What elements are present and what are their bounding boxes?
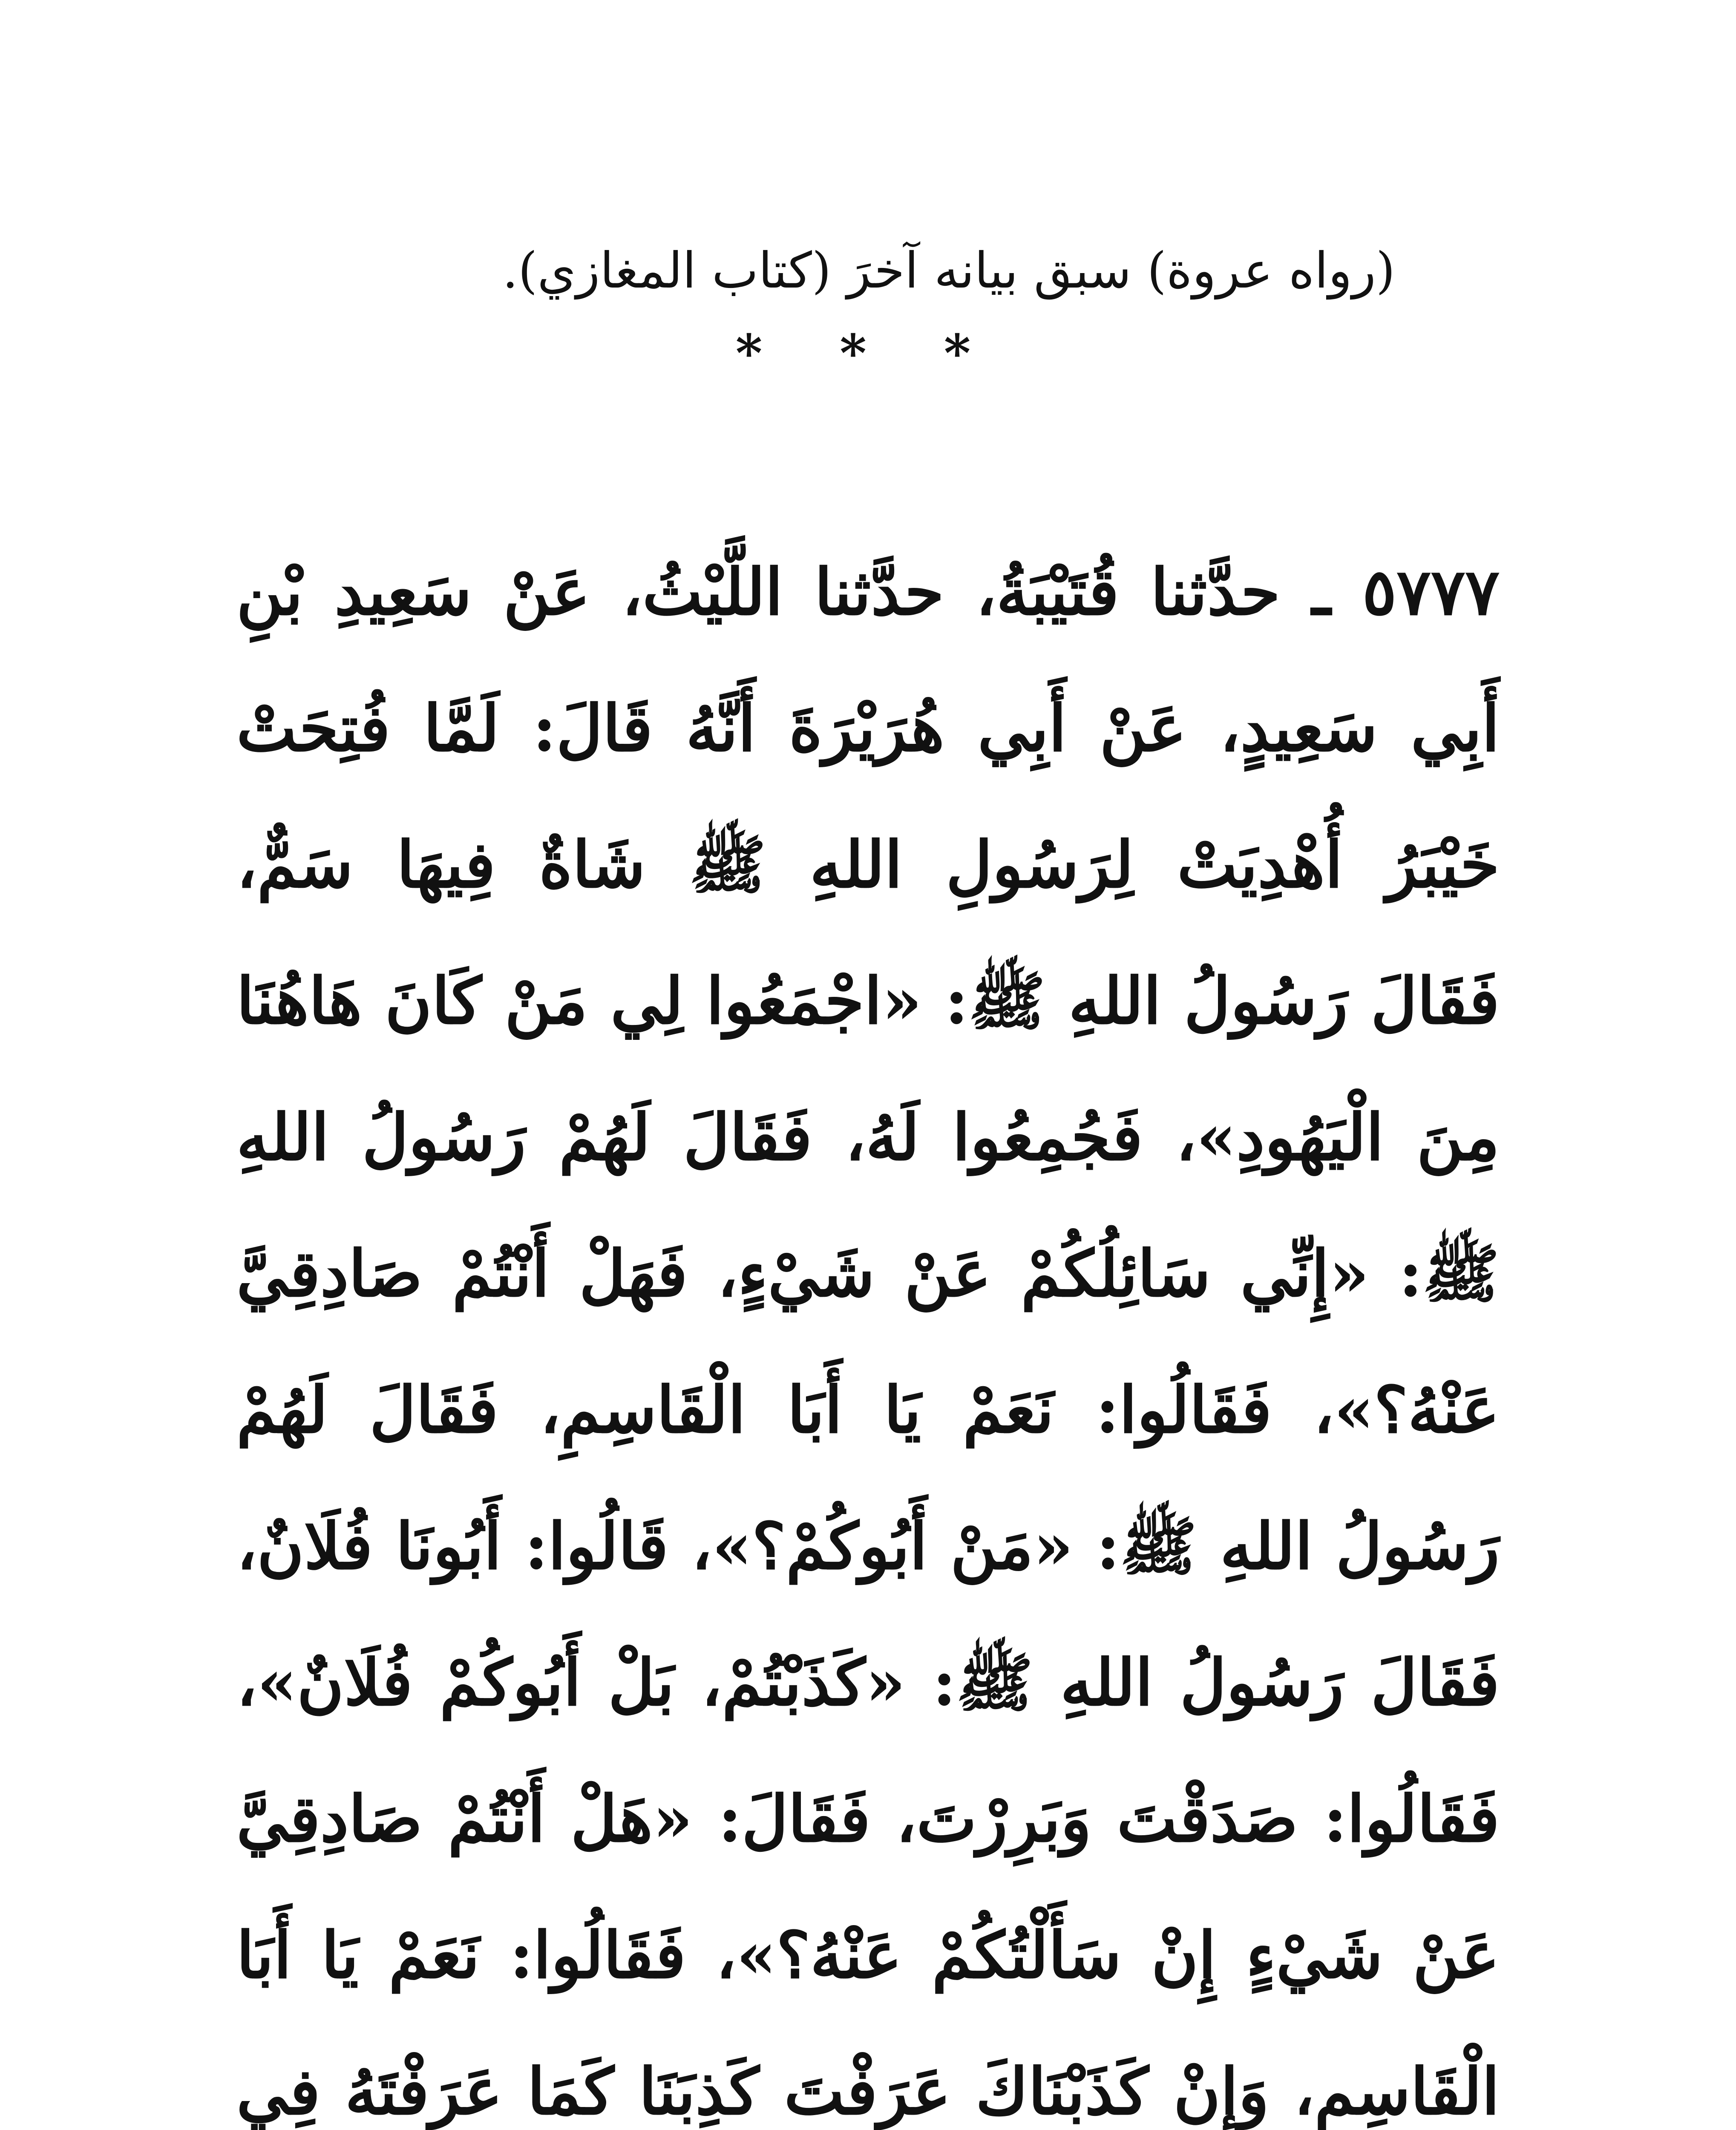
hadith-text: ٥٧٧٧ ـ حدَّثنا قُتَيْبَةُ، حدَّثنا اللَّيْثُ، عَنْ سَعِيدِ بْنِ أَبِي سَعِيدٍ، عَنْ أَبِي هُرَيْرَةَ أَنَّهُ قَالَ: لَمَّا فُتِحَتْ خَيْبَرُ أُهْدِيَتْ لِرَسُولِ اللهِ ﷺ شَاةٌ فِيهَا سَمٌّ، فَقَالَ رَسُولُ اللهِ ﷺ: «اجْمَعُوا لِي مَنْ كَانَ هَاهُنَا مِنَ الْيَهُودِ»، فَجُمِعُوا لَهُ، فَقَالَ لَهُمْ رَسُولُ اللهِ ﷺ: «إِنِّي سَائِلُكُمْ عَنْ شَيْءٍ، فَهَلْ أَنْتُمْ صَادِقِيَّ عَنْهُ؟»، فَقَالُوا: نَعَمْ يَا أَبَا الْقَاسِمِ، فَقَالَ لَهُمْ رَسُولُ اللهِ ﷺ: «مَنْ أَبُوكُمْ؟»، قَالُوا: أَبُونَا فُلَانٌ، فَقَالَ رَسُولُ اللهِ ﷺ: «كَذَبْتُمْ، بَلْ أَبُوكُمْ فُلَانٌ»، فَقَالُوا: صَدَقْتَ وَبَرِرْتَ، فَقَالَ: «هَلْ أَنْتُمْ صَادِقِيَّ عَنْ شَيْءٍ إِنْ سَأَلْتُكُمْ عَنْهُ؟»، فَقَالُوا: نَعَمْ يَا أَبَا الْقَاسِمِ، وَإِنْ كَذَبْنَاكَ عَرَفْتَ كَذِبَنَا كَمَا عَرَفْتَهُ فِي	[236, 555, 1500, 2129]
intro-line: (رواه عروة) سبق بيانه آخرَ (كتاب المغازي).	[502, 242, 1395, 299]
section-separator: * * *	[735, 323, 1001, 383]
